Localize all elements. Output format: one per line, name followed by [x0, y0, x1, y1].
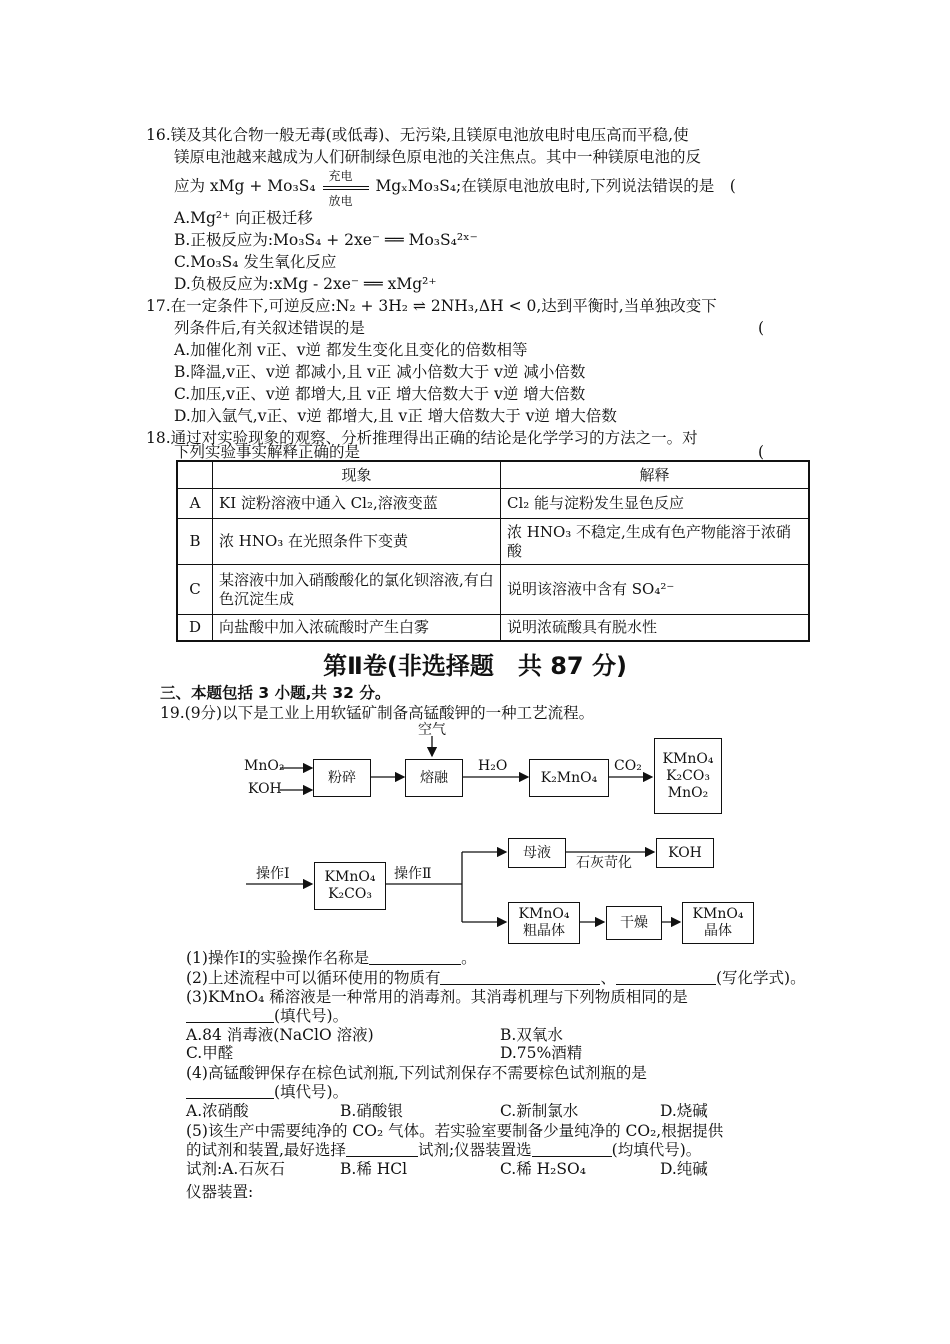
q19-sub4-option-c: C.新制氯水: [500, 1102, 579, 1120]
q19-sub5: (5)该生产中需要纯净的 CO₂ 气体。若实验室要制备少量纯净的 CO₂,根据提供: [186, 1122, 724, 1140]
q18-table: [176, 460, 810, 642]
q17-line2: 列条件后,有关叙述错误的是: [174, 319, 365, 337]
product-mother-liquor: 母液: [508, 838, 566, 868]
q19-sub4-option-b: B.硝酸银: [340, 1102, 403, 1120]
label-lime: 石灰苛化: [576, 855, 632, 871]
section-title: 第Ⅱ卷(非选择题 共 87 分): [323, 652, 627, 680]
q17-answer-paren: (: [758, 319, 765, 337]
table-row: C 某溶液中加入硝酸酸化的氯化钡溶液,有白色沉淀生成 说明该溶液中含有 SO₄²⁻: [177, 565, 809, 615]
q16-option-d: D.负极反应为:xMg - 2xe⁻ ══ xMg²⁺: [174, 275, 437, 293]
q19-intro: 19.(9分)以下是工业上用软锰矿制备高锰酸钾的一种工艺流程。: [160, 704, 595, 722]
product-crystal: KMnO₄ 晶体: [682, 902, 754, 944]
q18-answer-paren: (: [758, 443, 765, 461]
q16-option-a: A.Mg²⁺ 向正极迁移: [174, 209, 313, 227]
header-explanation: 解释: [501, 461, 810, 489]
q17-line1: 17.在一定条件下,可逆反应:N₂ + 3H₂ ⇌ 2NH₃,ΔH < 0,达到平衡时,当单独改变下: [146, 297, 717, 315]
step-crush: 粉碎: [313, 759, 371, 797]
product-k2mno4: K₂MnO₄: [529, 759, 609, 797]
table-header-row: [177, 461, 809, 489]
q17-option-c: C.加压,v正、v逆 都增大,且 v正 增大倍数大于 v逆 增大倍数: [174, 385, 586, 403]
table-row: A KI 淀粉溶液中通入 Cl₂,溶液变蓝 Cl₂ 能与淀粉发生显色反应: [177, 489, 809, 519]
q17-option-b: B.降温,v正、v逆 都减小,且 v正 减小倍数大于 v逆 减小倍数: [174, 363, 586, 381]
q19-sub4-option-d: D.烧碱: [660, 1102, 708, 1120]
label-operation-1: 操作Ⅰ: [256, 866, 290, 882]
label-co2: CO₂: [614, 758, 642, 774]
input-koh: KOH: [248, 781, 282, 797]
q19-sub5-reagent-d: D.纯碱: [660, 1160, 708, 1178]
product-koh: KOH: [656, 838, 714, 868]
q19-sub5-apparatus: 仪器装置:: [186, 1183, 254, 1201]
q19-sub2: (2)上述流程中可以循环使用的物质有 、 (写化学式)。: [186, 969, 806, 987]
q16-option-c: C.Mo₃S₄ 发生氧化反应: [174, 253, 337, 271]
q19-sub5-reagent-c: C.稀 H₂SO₄: [500, 1160, 586, 1178]
q19-sub3-option-a: A.84 消毒液(NaClO 溶液): [186, 1026, 374, 1044]
q16-reaction-left: 应为 xMg + Mo₃S₄: [174, 177, 316, 195]
q18-line2: 下列实验事实解释正确的是: [174, 443, 361, 461]
q16-line3: [174, 169, 736, 208]
q19-sub4: (4)高锰酸钾保存在棕色试剂瓶,下列试剂保存不需要棕色试剂瓶的是: [186, 1064, 647, 1082]
q16-line1: 16.镁及其化合物一般无毒(或低毒)、无污染,且镁原电池放电时电压高而平稳,使: [146, 126, 689, 144]
q18-line1: 18.通过对实验现象的观察、分析推理得出正确的结论是化学学习的方法之一。对: [146, 429, 698, 447]
table-row: B 浓 HNO₃ 在光照条件下变黄 浓 HNO₃ 不稳定,生成有色产物能溶于浓硝酸: [177, 519, 809, 565]
q19-sub3-option-c: C.甲醛: [186, 1044, 234, 1062]
q19-sub4-option-a: A.浓硝酸: [186, 1102, 249, 1120]
input-air: 空气: [418, 722, 446, 738]
q19-sub3: (3)KMnO₄ 稀溶液是一种常用的消毒剂。其消毒机理与下列物质相同的是: [186, 988, 688, 1006]
product-mixture-1: KMnO₄ K₂CO₃ MnO₂: [654, 738, 722, 814]
table-row: D 向盐酸中加入浓硫酸时产生白雾 说明浓硫酸具有脱水性: [177, 615, 809, 641]
q19-sub5-blanks: 的试剂和装置,最好选择 试剂;仪器装置选 (均填代号)。: [186, 1141, 702, 1159]
q19-sub5-reagent-a: 试剂:A.石灰石: [186, 1160, 285, 1178]
label-water: H₂O: [478, 758, 508, 774]
step-dry: 干燥: [606, 906, 662, 940]
header-phenomenon: 现象: [213, 461, 501, 489]
q19-sub3-blank: (填代号)。: [186, 1006, 348, 1026]
part3-heading: 三、本题包括 3 小题,共 32 分。: [160, 684, 391, 702]
input-mno2: MnO₂: [244, 758, 285, 774]
q19-sub4-blank: (填代号)。: [186, 1082, 348, 1102]
label-operation-2: 操作Ⅱ: [394, 866, 432, 882]
product-crude-crystal: KMnO₄ 粗晶体: [508, 902, 580, 944]
step-melt: 熔融: [405, 759, 463, 797]
q19-sub1: (1)操作Ⅰ的实验操作名称是 。: [186, 949, 477, 967]
q16-line2: 镁原电池越来越成为人们研制绿色原电池的关注焦点。其中一种镁原电池的反: [174, 148, 702, 166]
q19-sub3-option-b: B.双氧水: [500, 1026, 563, 1044]
product-mixture-2: KMnO₄ K₂CO₃: [314, 862, 386, 910]
q17-option-a: A.加催化剂 v正、v逆 都发生变化且变化的倍数相等: [174, 341, 528, 359]
q16-reaction-right: MgₓMo₃S₄;在镁原电池放电时,下列说法错误的是 (: [375, 177, 736, 195]
q17-option-d: D.加入氩气,v正、v逆 都增大,且 v正 增大倍数大于 v逆 增大倍数: [174, 407, 617, 425]
q19-sub3-option-d: D.75%酒精: [500, 1044, 583, 1062]
q16-option-b: B.正极反应为:Mo₃S₄ + 2xe⁻ ══ Mo₃S₄²ˣ⁻: [174, 231, 478, 249]
reversible-arrow-icon: 充电 放电: [321, 177, 371, 197]
q19-sub5-reagent-b: B.稀 HCl: [340, 1160, 408, 1178]
